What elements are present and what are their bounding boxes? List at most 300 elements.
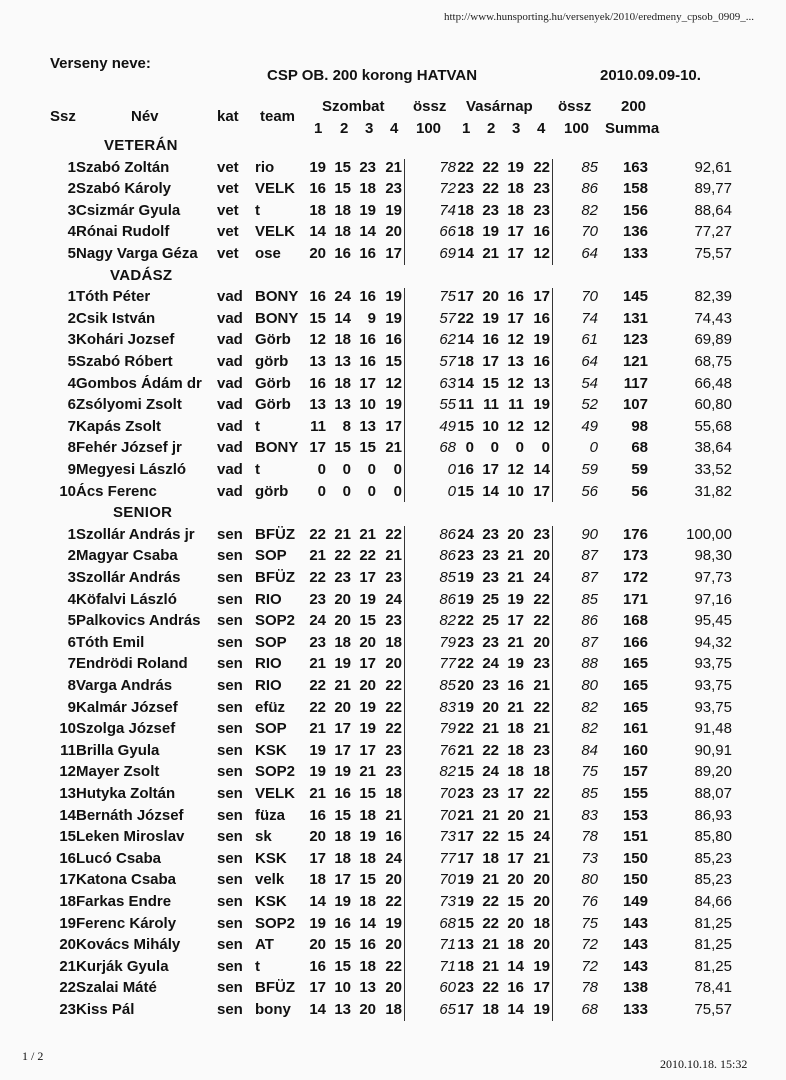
cell-name: Ferenc Károly [76,915,177,932]
table-row [0,310,786,331]
table-row [0,353,786,374]
cell-score: 18 [457,202,474,219]
cell-score: 14 [457,375,474,392]
cell-score: 17 [507,310,524,327]
cell-score: 18 [309,202,326,219]
cell-score: 24 [385,591,402,608]
cell-name: Szabó Károly [76,180,172,197]
cell-score: 22 [457,655,474,672]
cell-score: 22 [482,979,499,996]
cell-summa: 173 [622,547,648,564]
cell-percent: 81,25 [694,958,732,975]
cell-score: 18 [385,785,402,802]
cell-ssz: 2 [67,180,76,197]
cell-score: 19 [385,310,402,327]
cell-summa: 121 [622,353,648,370]
cell-score: 23 [309,591,326,608]
cell-sat-total: 0 [447,483,456,500]
cell-percent: 77,27 [694,223,732,240]
cell-ssz: 3 [67,331,76,348]
cell-score: 12 [507,461,524,478]
cell-score: 11 [483,396,499,413]
cell-score: 16 [457,461,474,478]
header-kat: kat [217,108,239,125]
cell-score: 15 [334,807,351,824]
cell-score: 21 [359,526,376,543]
cell-score: 18 [507,180,524,197]
cell-kat: vad [217,288,243,305]
cell-score: 22 [457,720,474,737]
cell-team: RIO [255,591,282,608]
cell-sun-total: 68 [581,1001,598,1018]
cell-sat-total: 57 [439,353,456,370]
cell-score: 18 [359,893,376,910]
cell-score: 18 [457,958,474,975]
cell-summa: 131 [622,310,648,327]
cell-ssz: 12 [59,763,76,780]
cell-percent: 90,91 [694,742,732,759]
cell-team: t [255,958,260,975]
cell-score: 11 [508,396,524,413]
cell-score: 17 [507,850,524,867]
cell-score: 16 [533,353,550,370]
cell-score: 21 [507,569,524,586]
cell-score: 19 [457,591,474,608]
cell-sat-total: 77 [439,655,456,672]
cell-score: 20 [482,699,499,716]
cell-score: 0 [317,461,326,478]
cell-name: Megyesi László [76,461,187,478]
table-row [0,569,786,590]
cell-summa: 151 [622,828,648,845]
cell-team: efüz [255,699,285,716]
cell-kat: sen [217,936,243,953]
cell-score: 19 [482,310,499,327]
cell-score: 19 [533,958,550,975]
cell-percent: 74,43 [694,310,732,327]
cell-name: Kiss Pál [76,1001,135,1018]
header-summa: Summa [605,120,660,137]
cell-score: 19 [507,655,524,672]
cell-score: 23 [385,569,402,586]
cell-score: 17 [334,720,351,737]
cell-score: 16 [359,331,376,348]
cell-score: 14 [359,915,376,932]
cell-score: 16 [533,310,550,327]
cell-score: 18 [457,353,474,370]
cell-score: 24 [457,526,474,543]
cell-score: 23 [309,634,326,651]
cell-score: 21 [309,720,326,737]
cell-score: 18 [507,742,524,759]
cell-ssz: 20 [59,936,76,953]
cell-score: 18 [507,202,524,219]
cell-score: 18 [334,375,351,392]
cell-score: 16 [359,936,376,953]
cell-score: 15 [359,612,376,629]
cell-kat: vad [217,418,243,435]
cell-score: 19 [359,720,376,737]
cell-score: 19 [309,915,326,932]
cell-score: 11 [458,396,474,413]
cell-percent: 85,23 [694,850,732,867]
cell-sun-total: 85 [581,159,598,176]
cell-percent: 82,39 [694,288,732,305]
cell-score: 12 [533,418,550,435]
cell-kat: sen [217,547,243,564]
cell-ssz: 8 [67,439,76,456]
cell-score: 10 [482,418,499,435]
cell-summa: 157 [622,763,648,780]
cell-score: 16 [359,245,376,262]
cell-summa: 143 [622,936,648,953]
cell-summa: 133 [622,245,648,262]
cell-score: 22 [309,677,326,694]
cell-sat-total: 49 [439,418,456,435]
cell-percent: 94,32 [694,634,732,651]
cell-score: 15 [359,785,376,802]
cell-score: 17 [334,871,351,888]
cell-name: Katona Csaba [76,871,177,888]
cell-summa: 149 [622,893,648,910]
cell-sat-total: 85 [439,569,456,586]
cell-kat: sen [217,785,243,802]
cell-sat-total: 78 [439,159,456,176]
cell-score: 21 [334,677,351,694]
cell-score: 21 [309,785,326,802]
cell-score: 22 [457,159,474,176]
cell-score: 15 [385,353,402,370]
cell-score: 19 [359,699,376,716]
cell-score: 20 [309,936,326,953]
cell-team: görb [255,483,289,500]
header-round-sun-4: 4 [537,120,546,137]
cell-sun-total: 84 [581,742,598,759]
cell-score: 16 [507,979,524,996]
table-row [0,288,786,309]
cell-sat-total: 70 [439,785,456,802]
cell-name: Brilla Gyula [76,742,160,759]
cell-summa: 165 [622,655,648,672]
cell-score: 18 [334,202,351,219]
section-title: VADÁSZ [110,267,173,284]
cell-score: 23 [457,547,474,564]
cell-sat-total: 71 [439,936,456,953]
cell-score: 0 [393,483,402,500]
cell-score: 20 [482,288,499,305]
header-round-sun-3: 3 [512,120,521,137]
cell-score: 18 [507,720,524,737]
cell-name: Nagy Varga Géza [76,245,198,262]
cell-score: 10 [359,396,376,413]
cell-kat: sen [217,526,243,543]
cell-score: 15 [507,893,524,910]
cell-score: 19 [334,893,351,910]
cell-team: BFÜZ [255,569,295,586]
cell-score: 23 [482,634,499,651]
cell-summa: 98 [631,418,648,435]
cell-sat-total: 0 [447,461,456,478]
cell-sat-total: 82 [439,763,456,780]
cell-score: 22 [385,677,402,694]
cell-percent: 86,93 [694,807,732,824]
cell-score: 20 [385,655,402,672]
cell-score: 19 [385,202,402,219]
cell-score: 13 [309,353,326,370]
event-title: CSP OB. 200 korong HATVAN [267,67,478,84]
cell-kat: vad [217,439,243,456]
cell-sun-total: 87 [581,547,598,564]
cell-sat-total: 82 [439,612,456,629]
cell-score: 18 [385,634,402,651]
cell-score: 25 [482,591,499,608]
cell-score: 14 [533,461,550,478]
cell-team: SOP [255,720,287,737]
header-round-sat-1: 1 [314,120,323,137]
cell-score: 17 [457,288,474,305]
cell-name: Szabó Zoltán [76,159,170,176]
cell-score: 20 [507,915,524,932]
header-round-sat-2: 2 [340,120,349,137]
cell-score: 23 [359,159,376,176]
cell-kat: vad [217,353,243,370]
cell-score: 13 [334,353,351,370]
cell-score: 20 [385,979,402,996]
cell-score: 17 [385,245,402,262]
header-100-sat: 100 [416,120,442,137]
cell-score: 20 [507,807,524,824]
cell-score: 17 [385,418,402,435]
cell-sat-total: 79 [439,720,456,737]
cell-score: 17 [334,742,351,759]
cell-sat-total: 73 [439,828,456,845]
cell-score: 0 [342,461,351,478]
cell-score: 17 [309,850,326,867]
cell-team: VELK [255,785,296,802]
cell-score: 22 [533,591,550,608]
column-divider [552,526,553,1021]
cell-score: 11 [310,418,326,435]
page-number: 1 / 2 [22,1049,44,1063]
cell-percent: 95,45 [694,612,732,629]
cell-score: 19 [457,893,474,910]
cell-summa: 161 [622,720,648,737]
cell-score: 14 [507,1001,524,1018]
cell-ssz: 4 [67,223,76,240]
cell-name: Ács Ferenc [76,483,157,500]
cell-score: 16 [359,288,376,305]
cell-score: 16 [309,288,326,305]
cell-score: 18 [457,223,474,240]
cell-score: 23 [457,180,474,197]
cell-score: 23 [533,202,550,219]
cell-score: 21 [457,742,474,759]
cell-team: BFÜZ [255,979,295,996]
cell-score: 18 [334,634,351,651]
cell-ssz: 5 [67,245,76,262]
cell-score: 23 [533,526,550,543]
cell-kat: vet [217,159,239,176]
cell-score: 19 [334,763,351,780]
cell-score: 0 [367,483,376,500]
table-row [0,785,786,806]
cell-ssz: 1 [67,288,76,305]
cell-score: 21 [385,159,402,176]
cell-name: Szollár András [76,569,181,586]
cell-score: 18 [482,1001,499,1018]
cell-score: 21 [482,245,499,262]
cell-score: 20 [457,677,474,694]
table-row [0,958,786,979]
cell-score: 18 [309,871,326,888]
cell-score: 21 [507,699,524,716]
cell-score: 22 [385,893,402,910]
table-row [0,375,786,396]
cell-score: 17 [359,569,376,586]
cell-score: 15 [482,375,499,392]
cell-sun-total: 88 [581,655,598,672]
cell-ssz: 1 [67,526,76,543]
cell-team: BONY [255,310,299,327]
table-row [0,828,786,849]
cell-score: 18 [507,763,524,780]
cell-name: Szalai Máté [76,979,157,996]
cell-team: Görb [255,396,291,413]
cell-score: 19 [507,159,524,176]
cell-sun-total: 80 [581,871,598,888]
cell-team: BONY [255,288,299,305]
cell-summa: 143 [622,958,648,975]
cell-score: 25 [482,612,499,629]
cell-percent: 81,25 [694,915,732,932]
cell-score: 17 [507,245,524,262]
cell-score: 13 [359,418,376,435]
cell-team: Görb [255,331,291,348]
cell-score: 24 [309,612,326,629]
cell-score: 9 [367,310,376,327]
cell-score: 23 [385,763,402,780]
cell-score: 17 [533,483,550,500]
cell-sun-total: 54 [581,375,598,392]
cell-name: Palkovics András [76,612,201,629]
cell-summa: 176 [622,526,648,543]
cell-score: 21 [482,807,499,824]
cell-ssz: 4 [67,375,76,392]
cell-score: 22 [482,180,499,197]
cell-score: 18 [359,180,376,197]
cell-team: RIO [255,677,282,694]
cell-sat-total: 86 [439,591,456,608]
cell-percent: 100,00 [686,526,732,543]
cell-percent: 55,68 [694,418,732,435]
cell-score: 23 [385,180,402,197]
cell-team: AT [255,936,274,953]
cell-summa: 158 [622,180,648,197]
cell-score: 22 [533,699,550,716]
cell-score: 21 [359,763,376,780]
cell-score: 18 [359,958,376,975]
cell-score: 0 [317,483,326,500]
cell-score: 17 [457,1001,474,1018]
cell-team: KSK [255,742,287,759]
cell-score: 17 [309,439,326,456]
cell-score: 23 [334,569,351,586]
table-row [0,893,786,914]
cell-score: 20 [533,893,550,910]
print-timestamp: 2010.10.18. 15:32 [660,1057,748,1071]
column-divider [404,526,405,1021]
cell-score: 0 [367,461,376,478]
cell-sun-total: 64 [581,245,598,262]
cell-score: 16 [309,180,326,197]
cell-score: 19 [482,223,499,240]
header-round-sun-2: 2 [487,120,496,137]
cell-ssz: 16 [59,850,76,867]
cell-summa: 117 [623,375,648,392]
cell-kat: sen [217,979,243,996]
cell-score: 17 [482,461,499,478]
cell-percent: 93,75 [694,655,732,672]
table-row [0,439,786,460]
cell-percent: 93,75 [694,699,732,716]
cell-kat: vet [217,202,239,219]
cell-kat: vad [217,396,243,413]
cell-kat: sen [217,677,243,694]
cell-ssz: 22 [59,979,76,996]
cell-team: görb [255,353,289,370]
cell-score: 19 [533,331,550,348]
cell-sun-total: 83 [581,807,598,824]
cell-score: 14 [309,223,326,240]
cell-score: 13 [334,1001,351,1018]
cell-percent: 38,64 [694,439,732,456]
cell-summa: 123 [622,331,648,348]
cell-score: 24 [533,569,550,586]
cell-score: 15 [457,483,474,500]
cell-name: Fehér József jr [76,439,182,456]
table-row [0,483,786,504]
cell-score: 19 [385,396,402,413]
header-ossz-1: össz [413,98,447,115]
cell-summa: 153 [622,807,648,824]
table-row [0,526,786,547]
cell-score: 21 [385,547,402,564]
cell-score: 16 [385,331,402,348]
cell-score: 21 [507,634,524,651]
cell-score: 18 [359,807,376,824]
cell-score: 15 [334,936,351,953]
cell-team: VELK [255,223,296,240]
cell-ssz: 3 [67,202,76,219]
table-row [0,245,786,266]
cell-percent: 78,41 [694,979,732,996]
cell-sun-total: 82 [581,202,598,219]
cell-score: 17 [507,612,524,629]
cell-score: 17 [507,223,524,240]
cell-score: 17 [359,655,376,672]
cell-score: 14 [334,310,351,327]
page-url: http://www.hunsporting.hu/versenyek/2010/eredmeny_cpsob_0909_... [444,11,754,23]
cell-score: 20 [385,223,402,240]
cell-name: Kalmár József [76,699,178,716]
cell-percent: 98,30 [694,547,732,564]
cell-score: 19 [385,288,402,305]
cell-sat-total: 79 [439,634,456,651]
cell-score: 18 [334,331,351,348]
header-ossz-2: össz [558,98,592,115]
cell-team: sk [255,828,272,845]
cell-score: 16 [507,288,524,305]
